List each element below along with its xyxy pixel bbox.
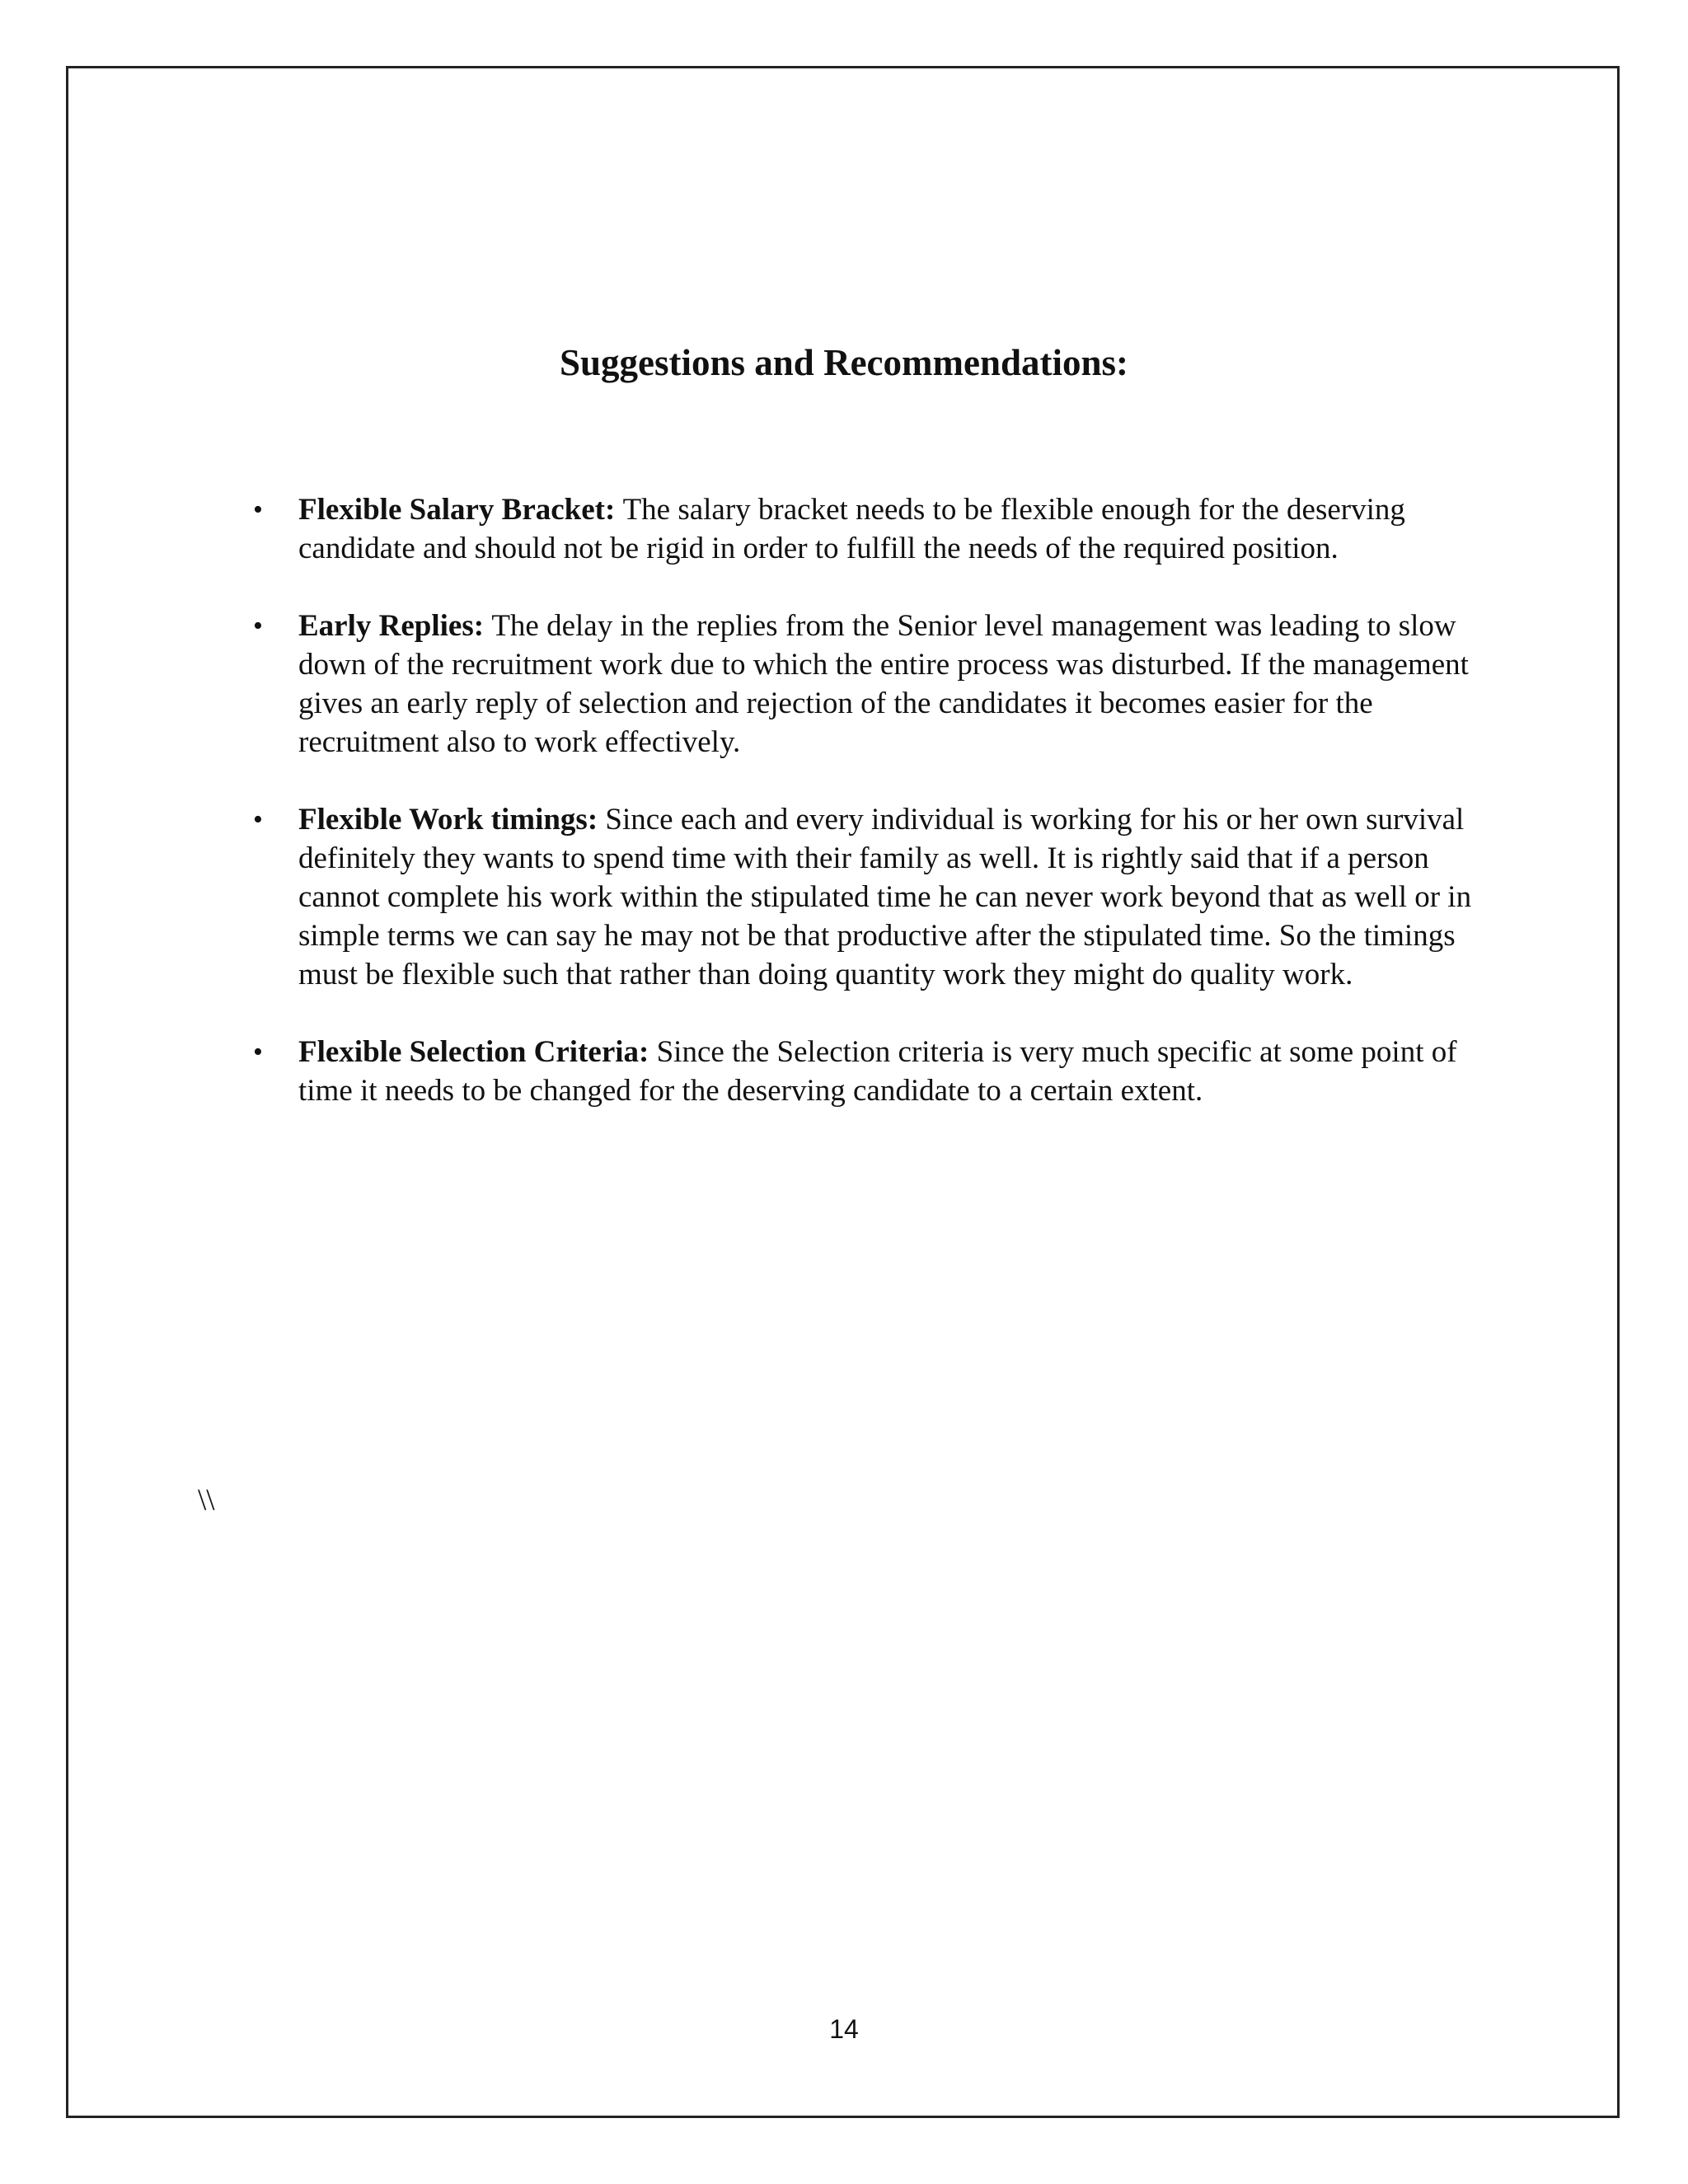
item-heading: Flexible Salary Bracket: — [298, 493, 623, 527]
suggestions-list — [253, 490, 1489, 1149]
item-text: The delay in the replies from the Senior level management was leading to slow down of the recruitment work due to which the entire process was disturbed. If the management gives an early reply of selection and rejection of the candidates it becomes easier for the recruitment also to work effectively. — [298, 609, 1469, 759]
item-text: Since each and every individual is working for his or her own survival definitely they wants to spend time with their family as well. It is rightly said that if a person cannot complete his work within the stipulated time he can never work beyond that as well or in simple terms we can say he may not be that productive after the stipulated time. So the timings must be flexible such that rather than doing quantity work they might do quality work. — [298, 803, 1472, 991]
list-item — [253, 1033, 1489, 1110]
item-heading: Early Replies: — [298, 609, 492, 643]
stray-backslash-mark: \\ — [198, 1483, 215, 1517]
bullet-icon: • — [253, 1037, 263, 1067]
item-text: Since the Selection criteria is very much specific at some point of time it needs to be changed for the deserving candidate to a certain extent. — [298, 1035, 1457, 1108]
list-item — [253, 490, 1489, 568]
list-item — [253, 800, 1489, 994]
item-text: The salary bracket needs to be flexible enough for the deserving candidate and should not be rigid in order to fulfill the needs of the required position. — [298, 493, 1405, 565]
page-title: Suggestions and Recommendations: — [559, 342, 1129, 383]
bullet-icon: • — [253, 611, 263, 641]
page-number: 14 — [829, 2014, 859, 2044]
list-item — [253, 607, 1489, 762]
bullet-icon: • — [253, 494, 263, 525]
item-heading: Flexible Work timings: — [298, 803, 606, 837]
item-heading: Flexible Selection Criteria: — [298, 1035, 657, 1069]
bullet-icon: • — [253, 804, 263, 835]
